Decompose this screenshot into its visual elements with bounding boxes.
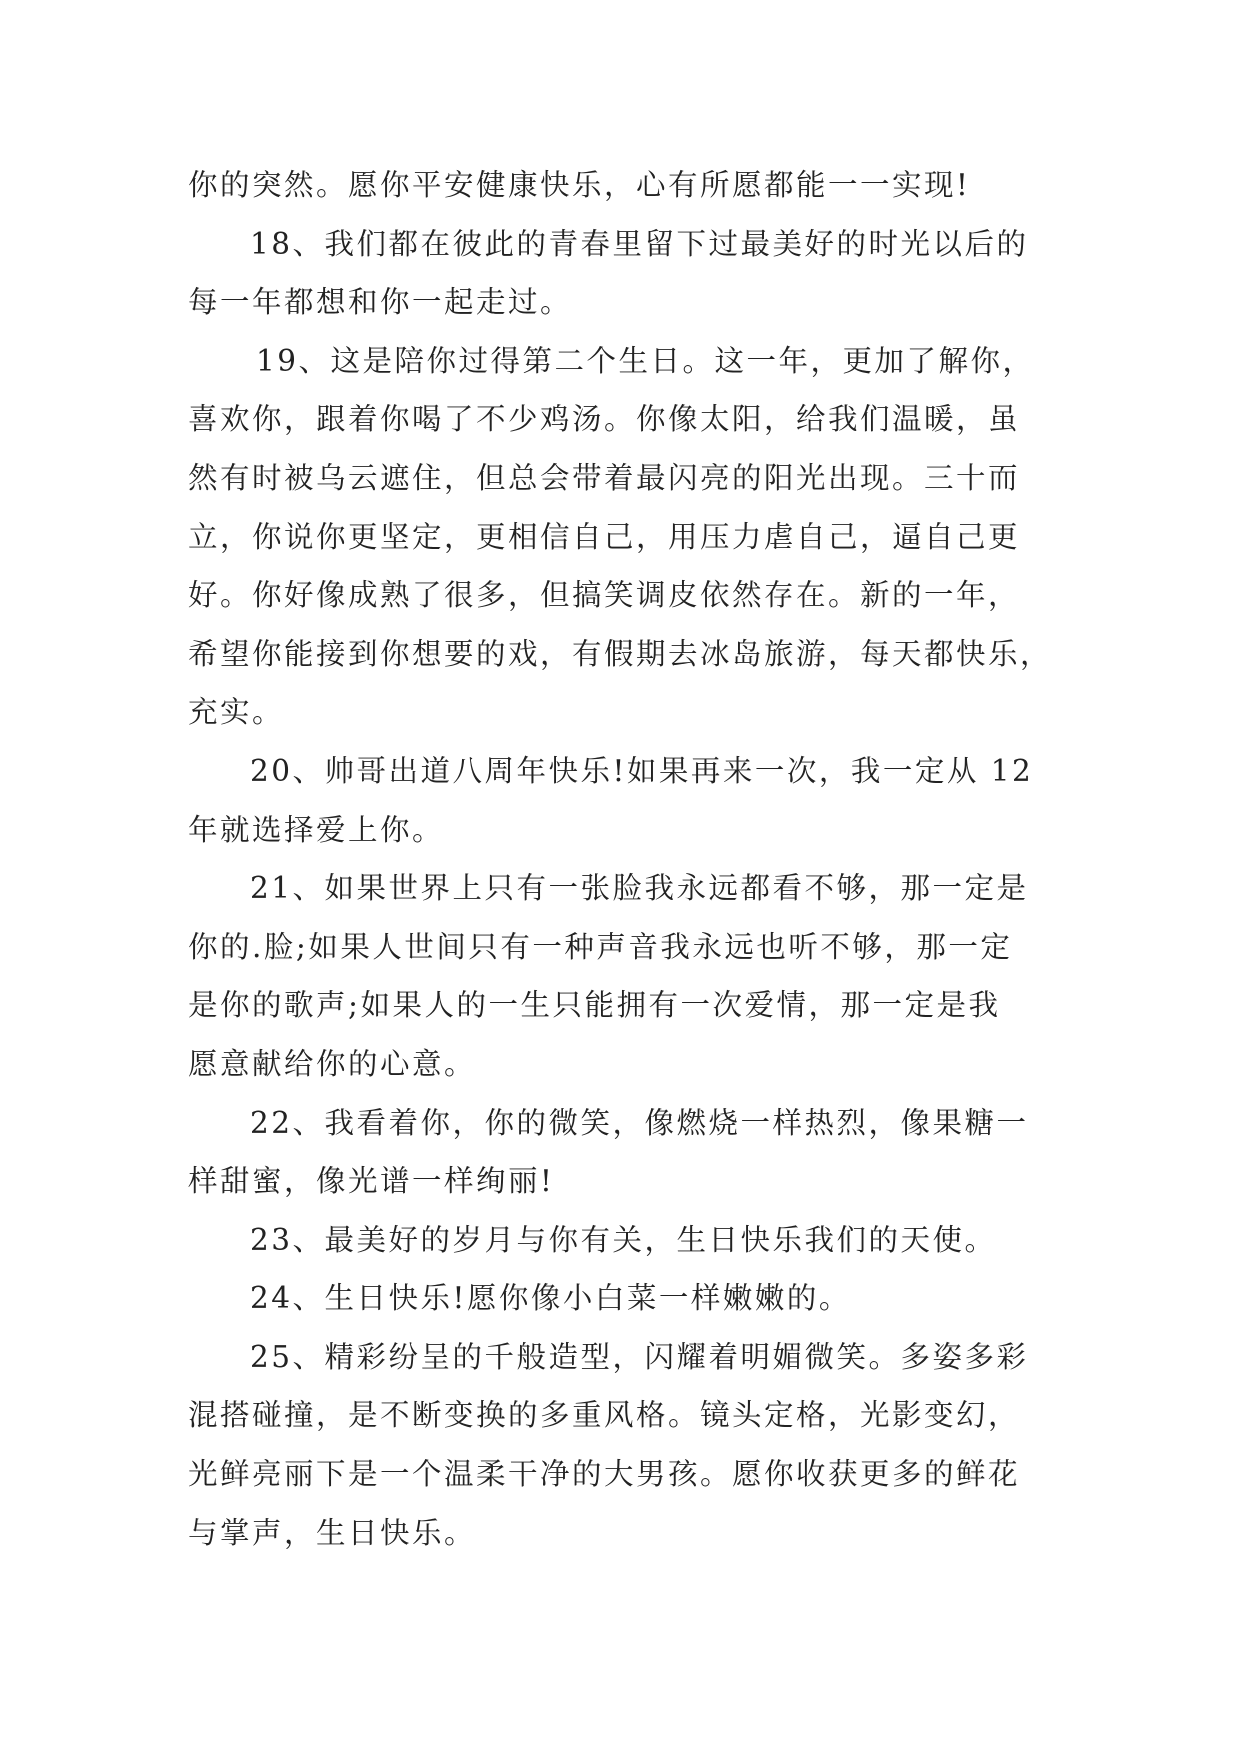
text-line: 21、如果世界上只有一张脸我永远都看不够，那一定是	[250, 871, 1029, 906]
paragraph-18	[188, 215, 1048, 332]
text-line: 你的.脸;如果人世间只有一种声音我永远也听不够，那一定	[188, 929, 1013, 964]
text-line: 19、这是陪你过得第二个生日。这一年，更加了解你，	[256, 343, 1035, 378]
text-line: 立，你说你更坚定，更相信自己，用压力虐自己，逼自己更	[188, 519, 1021, 554]
document-body	[188, 156, 1053, 1562]
text-line: 与掌声，生日快乐。	[188, 1515, 477, 1550]
text-line: 愿意献给你的心意。	[188, 1046, 477, 1081]
paragraph-22	[188, 1094, 1048, 1211]
text-line: 喜欢你，跟着你喝了不少鸡汤。你像太阳，给我们温暖，虽	[188, 402, 1021, 437]
text-line: 23、最美好的岁月与你有关，生日快乐我们的天使。	[250, 1222, 997, 1257]
text-line: 25、精彩纷呈的千般造型，闪耀着明媚微笑。多姿多彩	[250, 1339, 1029, 1374]
text-line: 样甜蜜，像光谱一样绚丽!	[188, 1164, 555, 1199]
paragraph-25	[188, 1328, 1048, 1562]
paragraph-21	[188, 859, 1048, 1093]
text-line: 每一年都想和你一起走过。	[188, 285, 573, 320]
text-line: 你的突然。愿你平安健康快乐，心有所愿都能一一实现!	[188, 168, 971, 202]
paragraph-17-continued	[188, 156, 1048, 215]
text-line: 充实。	[188, 695, 285, 730]
paragraph-23	[188, 1211, 1048, 1270]
text-line: 18、我们都在彼此的青春里留下过最美好的时光以后的	[250, 226, 1029, 261]
paragraph-19	[188, 332, 1053, 742]
text-line: 光鲜亮丽下是一个温柔干净的大男孩。愿你收获更多的鲜花	[188, 1457, 1021, 1492]
text-line: 20、帅哥出道八周年快乐!如果再来一次，我一定从 12	[250, 753, 1034, 788]
text-line: 混搭碰撞，是不断变换的多重风格。镜头定格，光影变幻，	[188, 1398, 1021, 1433]
text-line: 年就选择爱上你。	[188, 812, 445, 847]
text-line: 好。你好像成熟了很多，但搞笑调皮依然存在。新的一年，	[188, 578, 1021, 613]
text-line: 22、我看着你，你的微笑，像燃烧一样热烈，像果糖一	[250, 1105, 1029, 1140]
text-line: 然有时被乌云遮住，但总会带着最闪亮的阳光出现。三十而	[188, 460, 1021, 495]
text-line: 24、生日快乐!愿你像小白菜一样嫩嫩的。	[250, 1281, 851, 1316]
paragraph-24	[188, 1269, 1048, 1328]
text-line: 是你的歌声;如果人的一生只能拥有一次爱情，那一定是我	[188, 988, 1001, 1023]
paragraph-20	[188, 742, 1048, 859]
text-line: 希望你能接到你想要的戏，有假期去冰岛旅游，每天都快乐，	[188, 636, 1053, 671]
